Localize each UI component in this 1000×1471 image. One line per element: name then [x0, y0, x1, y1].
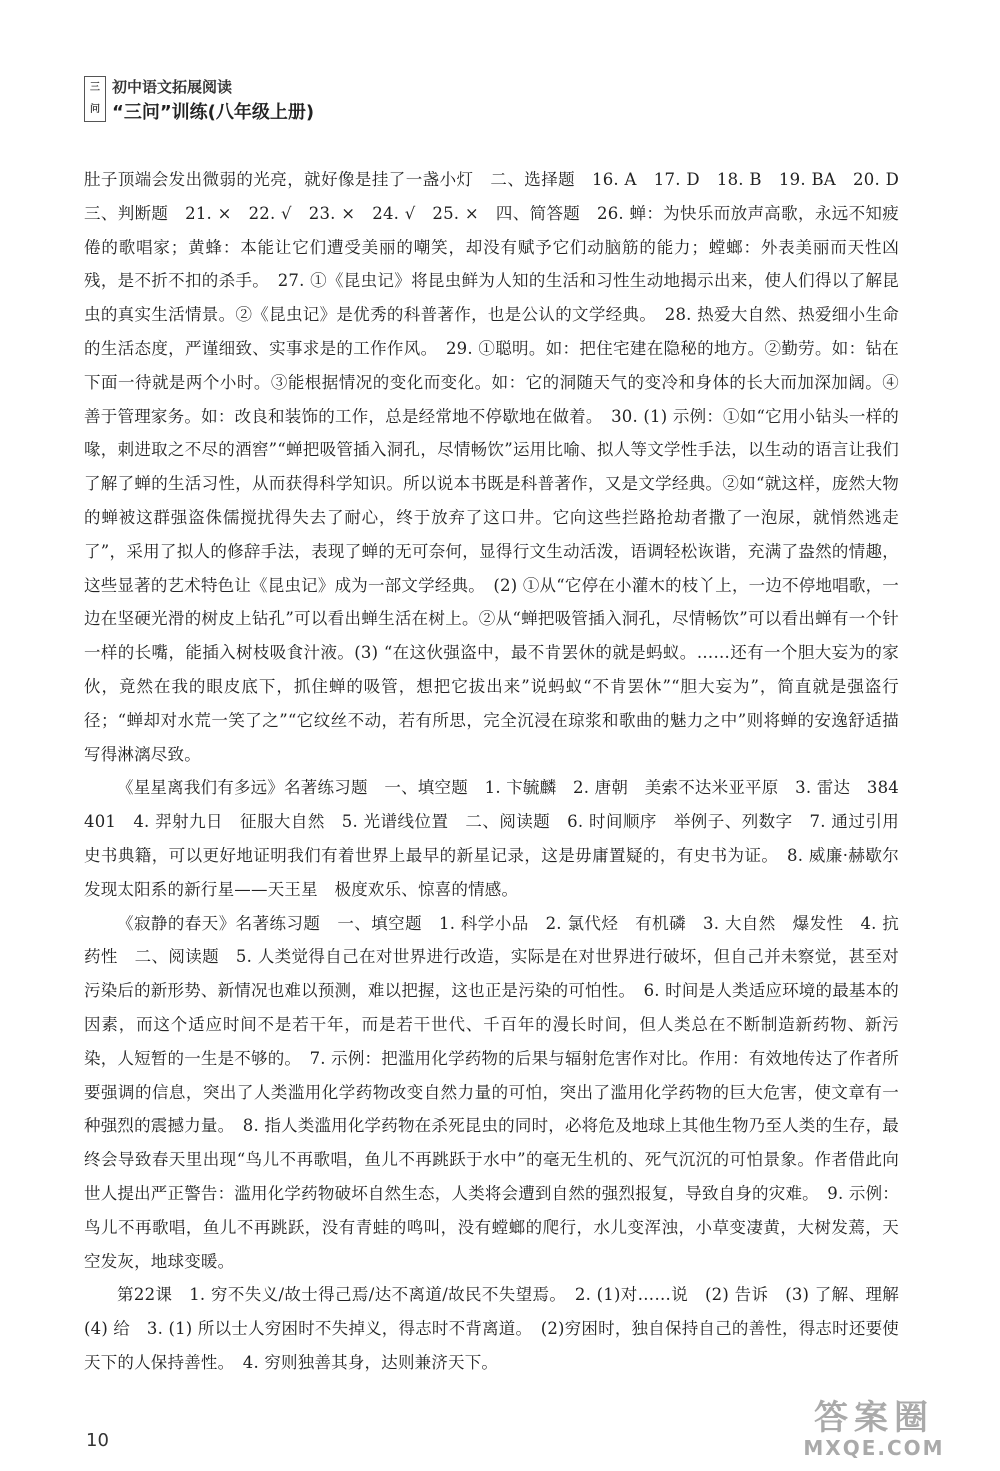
watermark-logo	[774, 1399, 974, 1461]
page-number: 10	[86, 1430, 109, 1451]
answer-paragraph-stars: 《星星离我们有多远》名著练习题 一、填空题 1. 卞毓麟 2. 唐朝 美索不达米亚平原 3. 雷达 384401 4. 羿射九日 征服大自然 5. 光谱线位置 二、阅读题 6. 时间顺序 举例子、列数字 7. 通过引用史书典籍，可以更好地证明我们有着世界上最早的新星记录，这是毋庸置疑的，有史书为证。 8. 威廉·赫歇尔发现太阳系的新行星——天王星 极度欢乐、惊喜的情感。	[84, 778, 899, 899]
book-title: “三问”训练(八年级上册)	[112, 102, 315, 123]
answer-paragraph-silent-spring: 《寂静的春天》名著练习题 一、填空题 1. 科学小品 2. 氯代烃 有机磷 3. 大自然 爆发性 4. 抗药性 二、阅读题 5. 人类觉得自己在对世界进行改造，实际是在对世界进行破坏，但自己并未察觉，甚至对污染后的新形势、新情况也难以预测，难以把握，这也正是污染的可怕性。 6. 时间是人类适应环境的最基本的因素，而这个适应时间不是若干年，而是若干世代、千百年的漫长时间，但人类总在不断制造新药物、新污染，人短暂的一生是不够的。 7. 示例：把滥用化学药物的后果与辐射危害作对比。作用：有效地传达了作者所要强调的信息，突出了人类滥用化学药物改变自然力量的可怕，突出了滥用化学药物的巨大危害，使文章有一种强烈的震撼力量。 8. 指人类滥用化学药物在杀死昆虫的同时，必将危及地球上其他生物乃至人类的生存，最终会导致春天里出现“鸟儿不再歌唱，鱼儿不再跳跃于水中”的毫无生机的、死气沉沉的可怕景象。作者借此向世人提出严正警告：滥用化学药物破坏自然生态，人类将会遭到自然的强烈报复，导致自身的灾难。 9. 示例：鸟儿不再歌唱，鱼儿不再跳跃，没有青蛙的鸣叫，没有螳螂的爬行，水儿变浑浊，小草变凄黄，大树发蔫，天空发灰，地球变暖。	[84, 913, 899, 1271]
series-logo	[84, 76, 106, 122]
answer-paragraph-lesson-22: 第22课 1. 穷不失义/故士得己焉/达不离道/故民不失望焉。 2. (1)对……说 (2) 告诉 (3) 了解、理解 (4) 给 3. (1) 所以士人穷困时不失掉义，得志时不背离道。 (2)穷困时，独自保持自己的善性，得志时还要使天下的人保持善性。 4. 穷则独善其身，达则兼济天下。	[84, 1285, 916, 1372]
answer-paragraph-insects: 肚子顶端会发出微弱的光亮，就好像是挂了一盏小灯 二、选择题 16. A 17. D 18. B 19. BA 20. D 三、判断题 21. × 22. √ 23. × 24. √ 25. × 四、简答题 26. 蝉：为快乐而放声高歌，永远不知疲倦的歌唱家；黄蜂：本能让它们遭受美丽的嘲笑，却没有赋予它们动脑筋的能力；螳螂：外表美丽而天性凶残，是不折不扣的杀手。 27. ①《昆虫记》将昆虫鲜为人知的生活和习性生动地揭示出来，使人们得以了解昆虫的真实生活情景。②《昆虫记》是优秀的科普著作，也是公认的文学经典。 28. 热爱大自然、热爱细小生命的生活态度，严谨细致、实事求是的工作作风。 29. ①聪明。如：把住宅建在隐秘的地方。②勤劳。如：钻在下面一待就是两个小时。③能根据情况的变化而变化。如：它的洞随天气的变冷和身体的长大而加深加阔。④善于管理家务。如：改良和装饰的工作，总是经常地不停歇地在做着。 30. (1) 示例：①如“它用小钻头一样的喙，刺进取之不尽的酒窖”“蝉把吸管插入洞孔，尽情畅饮”运用比喻、拟人等文学性手法，以生动的语言让我们了解了蝉的生活习性，从而获得科学知识。所以说本书既是科普著作，又是文学经典。②如“就这样，庞然大物的蝉被这群强盗侏儒搅扰得失去了耐心，终于放弃了这口井。它向这些拦路抢劫者撒了一泡尿，就悄然逃走了”，采用了拟人的修辞手法，表现了蝉的无可奈何，显得行文生动活泼，语调轻松诙谐，充满了盎然的情趣，这些显著的艺术特色让《昆虫记》成为一部文学经典。 (2) ①从“它停在小灌木的枝丫上，一边不停地唱歌，一边在坚硬光滑的树皮上钻孔”可以看出蝉生活在树上。②从“蝉把吸管插入洞孔，尽情畅饮”可以看出蝉有一个针一样的长嘴，能插入树枝吸食汁液。(3) “在这伙强盗中，最不肯罢休的就是蚂蚁。……还有一个胆大妄为的家伙，竟然在我的眼皮底下，抓住蝉的吸管，想把它拔出来”说蚂蚁“不肯罢休”“胆大妄为”，简直就是强盗行径；“蝉却对水荒一笑了之”“它纹丝不动，若有所思，完全沉浸在琼浆和歌曲的魅力之中”则将蝉的安逸舒适描写得淋漓尽致。	[84, 170, 916, 764]
answer-text	[84, 163, 916, 1380]
watermark-url: MXQE.COM	[803, 1436, 945, 1460]
logo-char-1: 三	[90, 82, 100, 93]
watermark-top: 答案圈	[814, 1398, 934, 1438]
logo-char-2: 问	[90, 104, 100, 115]
book-series-title: 初中语文拓展阅读	[112, 78, 233, 96]
